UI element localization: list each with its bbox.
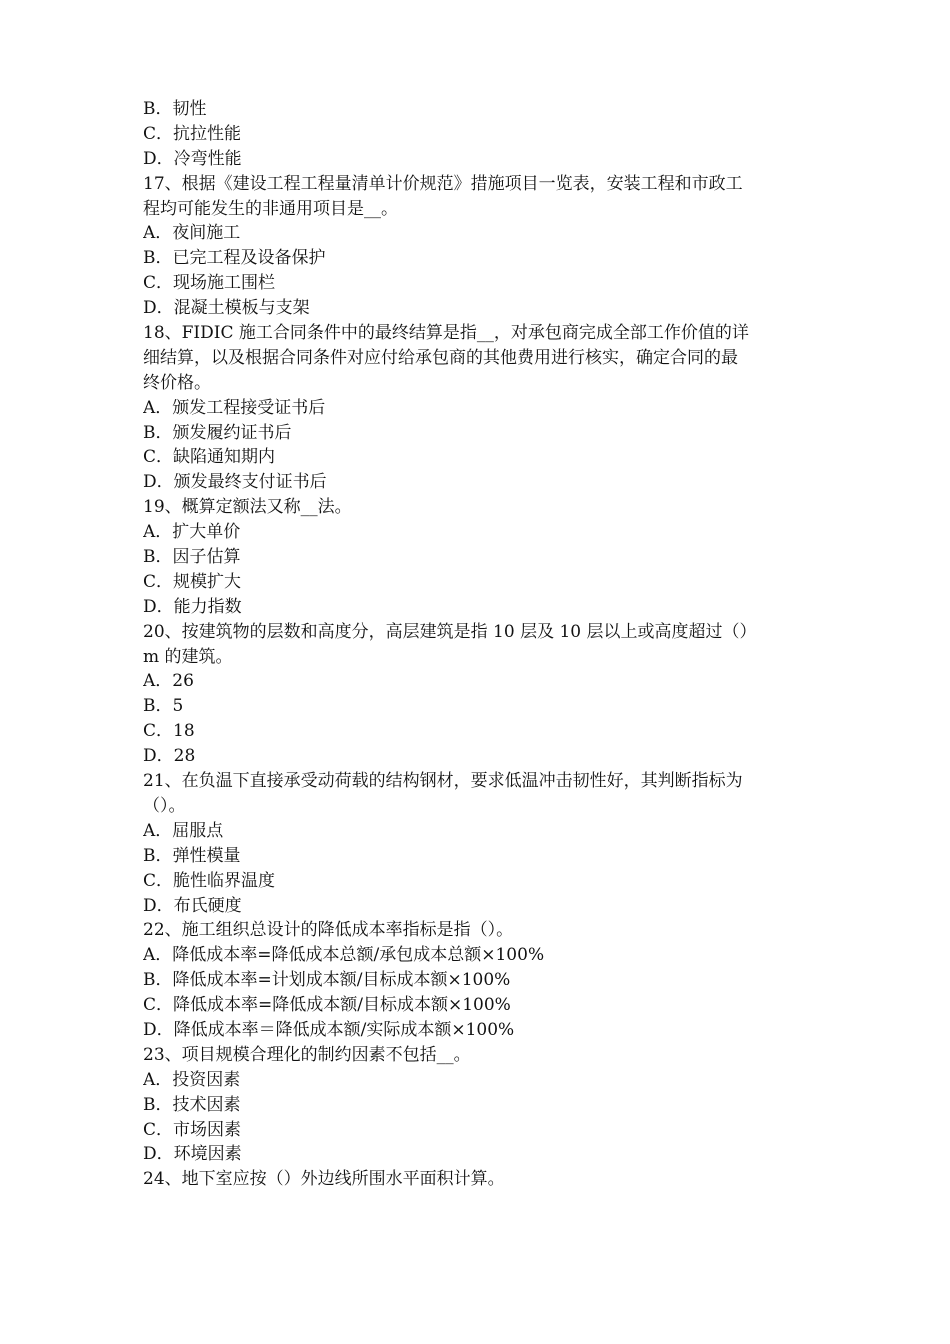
option-line: B．降低成本率=计划成本额/目标成本额×100% <box>143 970 511 991</box>
question-23-line-1: 23、项目规模合理化的制约因素不包括__。 <box>143 1044 471 1065</box>
option-line: A．夜间施工 <box>143 223 241 244</box>
option-line: C．18 <box>143 721 195 742</box>
option-line: A．扩大单价 <box>143 522 241 543</box>
option-line: B．技术因素 <box>143 1094 241 1115</box>
option-line: D．布氏硬度 <box>143 895 242 916</box>
option-line: A．屈服点 <box>143 820 224 841</box>
question-21-line-1: 21、在负温下直接承受动荷载的结构钢材，要求低温冲击韧性好，其判断指标为 <box>143 771 743 792</box>
option-line: B．颁发履约证书后 <box>143 422 292 443</box>
option-line: C．市场因素 <box>143 1119 242 1140</box>
option-line: D．颁发最终支付证书后 <box>143 472 327 493</box>
question-18-line-2: 细结算，以及根据合同条件对应付给承包商的其他费用进行核实，确定合同的最 <box>143 347 738 368</box>
option-line: D．能力指数 <box>143 596 242 617</box>
question-19-line-1: 19、概算定额法又称__法。 <box>143 497 352 518</box>
question-20-line-2: m 的建筑。 <box>143 646 233 667</box>
question-17-line-1: 17、根据《建设工程工程量清单计价规范》措施项目一览表，安装工程和市政工 <box>143 173 743 194</box>
option-line: C．脆性临界温度 <box>143 870 276 891</box>
option-line: C．缺陷通知期内 <box>143 447 276 468</box>
question-24-line-1: 24、地下室应按（）外边线所围水平面积计算。 <box>143 1169 505 1190</box>
option-line: A．降低成本率=降低成本总额/承包成本总额×100% <box>143 945 545 966</box>
option-line: D．混凝土模板与支架 <box>143 298 310 319</box>
option-line: B．因子估算 <box>143 547 241 568</box>
question-18-line-3: 终价格。 <box>143 372 211 393</box>
option-line: C．现场施工围栏 <box>143 273 276 294</box>
option-line: B．已完工程及设备保护 <box>143 248 326 269</box>
option-line: D．28 <box>143 746 196 767</box>
option-line: C．降低成本率=降低成本额/目标成本额×100% <box>143 995 511 1016</box>
question-21-line-2: （）。 <box>143 795 186 816</box>
option-line: D．冷弯性能 <box>143 148 242 169</box>
option-line: C．抗拉性能 <box>143 123 242 144</box>
question-17-line-2: 程均可能发生的非通用项目是__。 <box>143 198 398 219</box>
option-line: B．韧性 <box>143 99 207 119</box>
option-line: D．环境因素 <box>143 1144 242 1165</box>
option-line: A．投资因素 <box>143 1069 241 1090</box>
option-line: A．26 <box>143 671 194 692</box>
option-line: A．颁发工程接受证书后 <box>143 397 326 418</box>
option-line: D．降低成本率＝降低成本额/实际成本额×100% <box>143 1019 515 1040</box>
option-line: B．弹性模量 <box>143 845 241 866</box>
question-18-line-1: 18、FIDIC 施工合同条件中的最终结算是指__，对承包商完成全部工作价值的详 <box>143 323 749 344</box>
question-22-line-1: 22、施工组织总设计的降低成本率指标是指（）。 <box>143 920 514 941</box>
option-line: C．规模扩大 <box>143 571 242 592</box>
option-line: B．5 <box>143 696 184 717</box>
question-20-line-1: 20、按建筑物的层数和高度分，高层建筑是指 10 层及 10 层以上或高度超过（） <box>143 621 757 642</box>
document-text <box>143 97 813 1192</box>
